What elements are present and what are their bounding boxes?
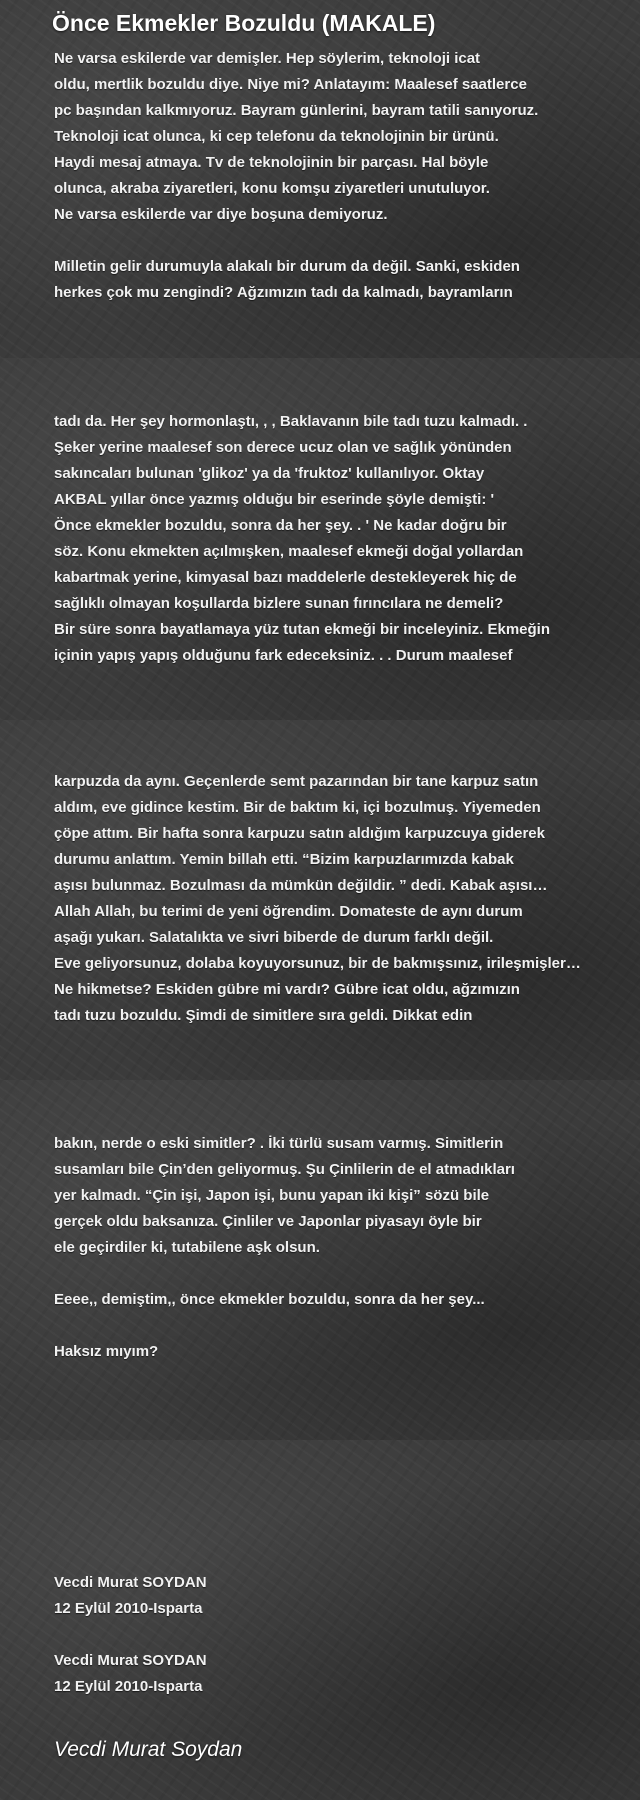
poem-block-3: karpuzda da aynı. Geçenlerde semt pazarından bir tane karpuz satın aldım, eve gidince kestim. Bir de baktım ki, içi bozulmuş. Yiyemeden çöpe attım. Bir hafta sonra karpuzu satın aldığım karpuzcuya giderek durumu anlattım. Yemin billah etti. “Bizim karpuzlarımızda kabak aşısı bulunmaz. Bozulması da mümkün değildir. ” dedi. Kabak aşısı… Allah Allah, bu terimi de yeni öğrendim. Domateste de aynı durum aşağı yukarı. Salatalıkta ve sivri biberde de durum farklı değil. Eve geliyorsunuz, dolaba koyuyorsunuz, bir de bakmışsınız, irileşmişler… Ne hikmetse? Eskiden gübre mi vardı? Gübre icat oldu, ağzımızın tadı tuzu bozuldu. Şimdi de simitlere sıra geldi. Dikkat edin (54, 773, 581, 1024)
poem-block-1: Ne varsa eskilerde var demişler. Hep söylerim, teknoloji icat oldu, mertlik bozuldu diye. Niye mi? Anlatayım: Maalesef saatlerce pc başından kalkmıyoruz. Bayram günlerini, bayram tatili sanıyoruz. Teknoloji icat olunca, ki cep telefonu da teknolojinin bir ürünü. Haydi mesaj atmaya. Tv de teknolojinin bir parçası. Hal böyle olunca, akraba ziyaretleri, konu komşu ziyaretleri unutuluyor. Ne varsa eskilerde var diye boşuna demiyoruz. Milletin gelir durumuyla alakalı bir durum da değil. Sanki, eskiden herkes çok mu zengindi? Ağzımızın tadı da kalmadı, bayramların (54, 50, 539, 301)
poem-block-4: bakın, nerde o eski simitler? . İki türlü susam varmış. Simitlerin susamları bile Çin’den geliyormuş. Şu Çinlilerin de el atmadıkları yer kalmadı. “Çin işi, Japon işi, bunu yapan iki kişi” sözü bile gerçek oldu baksanıza. Çinliler ve Japonlar piyasayı öyle bir ele geçirdiler ki, tutabilene aşk olsun. Eeee,, demiştim,, önce ekmekler bozuldu, sonra da her şey... Haksız mıyım? (54, 1135, 515, 1360)
author-date-block: Vecdi Murat SOYDAN 12 Eylül 2010-Isparta Vecdi Murat SOYDAN 12 Eylül 2010-Isparta (54, 1574, 207, 1695)
poem-block-2: tadı da. Her şey hormonlaştı, , , Baklavanın bile tadı tuzu kalmadı. . Şeker yerine maalesef son derece ucuz olan ve sağlık yönünden sakıncaları bulunan 'glikoz' ya da 'fruktoz' kullanılıyor. Oktay AKBAL yıllar önce yazmış olduğu bir eserinde şöyle demişti: ' Önce ekmekler bozuldu, sonra da her şey. . ' Ne kadar doğru bir söz. Konu ekmekten açılmışken, maalesef ekmeği doğal yollardan kabartmak yerine, kimyasal bazı maddelerle destekleyerek hiç de sağlıklı olmayan koşullarda bizlere sunan fırıncılara ne demeli? Bir süre sonra bayatlamaya yüz tutan ekmeği bir inceleyiniz. Ekmeğin içinin yapış yapış olduğunu fark edeceksiniz. . . Durum maalesef (54, 413, 551, 664)
page-title: Önce Ekmekler Bozuldu (MAKALE) (52, 10, 436, 36)
author-signature: Vecdi Murat Soydan (54, 1738, 243, 1761)
